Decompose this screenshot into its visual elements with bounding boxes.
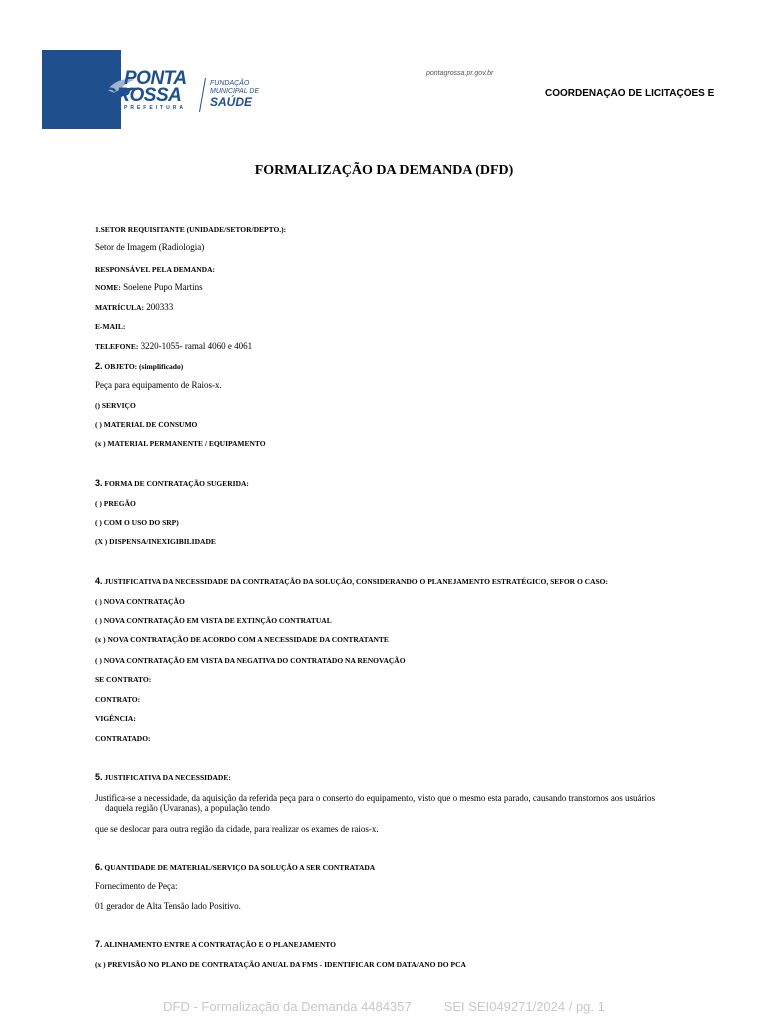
option-dispensa: (X ) DISPENSA/INEXIGIBILIDADE bbox=[95, 537, 216, 546]
section-6-number: 6. bbox=[95, 862, 103, 872]
quantity-value-1: Fornecimento de Peça: bbox=[95, 881, 178, 891]
option-permanent-equipment: (x ) MATERIAL PERMANENTE / EQUIPAMENTO bbox=[95, 439, 266, 448]
section-6-label: QUANTIDADE DE MATERIAL/SERVIÇO DA SOLUÇÃO A SER CONTRATADA bbox=[104, 863, 376, 872]
section-5-label: JUSTIFICATIVA DA NECESSIDADE: bbox=[104, 773, 231, 782]
contractor-label: CONTRATADO: bbox=[95, 734, 151, 743]
if-contract-label: SE CONTRATO: bbox=[95, 675, 152, 684]
responsible-label: RESPONSÁVEL PELA DEMANDA: bbox=[95, 265, 216, 274]
justification-line-2: daquela região (Uvaranas), a população tendo bbox=[105, 803, 270, 813]
logo-word-grossa: GROSSA bbox=[102, 85, 182, 106]
name-label: NOME: bbox=[95, 283, 121, 292]
section-4-label: JUSTIFICATIVA DA NECESSIDADE DA CONTRATAÇÃO DA SOLUÇÃO, CONSIDERANDO O PLANEJAMENTO ESTRATÉGICO, SEFOR O CASO: bbox=[104, 577, 609, 586]
section-3-label: FORMA DE CONTRATAÇÃO SUGERIDA: bbox=[104, 479, 249, 488]
justification-paragraph-2: que se deslocar para outra região da cidade, para realizar os exames de raios-x. bbox=[95, 824, 379, 834]
name-value: Soelene Pupo Martins bbox=[123, 282, 203, 292]
section-7-number: 7. bbox=[95, 939, 103, 949]
option-pca-forecast: (x ) PREVISÃO NO PLANO DE CONTRATAÇÃO ANUAL DA FMS - IDENTIFICAR COM DATA/ANO DO PCA bbox=[95, 960, 466, 969]
foundation-logo bbox=[210, 80, 259, 109]
fund-line-3: SAÚDE bbox=[210, 95, 253, 109]
justification-line-1: Justifica-se a necessidade, da aquisição da referida peça para o conserto do equipamento, visto que o mesmo esta parado, causando transtornos aos usuários bbox=[95, 793, 656, 803]
fund-line-1: FUNDAÇÃO bbox=[210, 80, 250, 87]
section-2-label: OBJETO: (simplificado) bbox=[104, 362, 184, 371]
section-1-value: Setor de Imagem (Radiologia) bbox=[95, 242, 205, 252]
option-need: (x ) NOVA CONTRATAÇÃO DE ACORDO COM A NECESSIDADE DA CONTRATANTE bbox=[95, 635, 389, 644]
section-3-heading bbox=[95, 478, 249, 488]
registration-line bbox=[95, 302, 173, 312]
website-url: pontagrossa.pr.gov.br bbox=[426, 70, 494, 77]
logo-prefeitura: PREFEITURA bbox=[124, 105, 186, 111]
section-4-heading bbox=[95, 576, 608, 586]
option-service: () SERVIÇO bbox=[95, 401, 136, 410]
section-1-label: 1.SETOR REQUISITANTE (UNIDADE/SETOR/DEPTO.): bbox=[95, 225, 287, 234]
option-renewal-refusal: ( ) NOVA CONTRATAÇÃO EM VISTA DA NEGATIVA DO CONTRATADO NA RENOVAÇÃO bbox=[95, 656, 406, 665]
phone-line bbox=[95, 341, 252, 351]
name-line bbox=[95, 282, 203, 292]
justification-paragraph-1 bbox=[95, 793, 735, 813]
quantity-value-2: 01 gerador de Alta Tensão lado Positivo. bbox=[95, 901, 241, 911]
option-consumable: ( ) MATERIAL DE CONSUMO bbox=[95, 420, 198, 429]
email-label: E-MAIL: bbox=[95, 322, 126, 331]
footer-sei-ref: SEI SEI049271/2024 / pg. 1 bbox=[443, 999, 605, 1014]
section-2-value: Peça para equipamento de Raios-x. bbox=[95, 380, 222, 390]
contract-label: CONTRATO: bbox=[95, 695, 141, 704]
section-7-label: ALINHAMENTO ENTRE A CONTRATAÇÃO E O PLANEJAMENTO bbox=[103, 940, 336, 949]
city-logo bbox=[102, 70, 212, 111]
section-5-number: 5. bbox=[95, 772, 103, 782]
logo-word-ponta: PONTA bbox=[124, 68, 187, 89]
phone-label: TELEFONE: bbox=[95, 342, 139, 351]
registration-value: 200333 bbox=[146, 302, 174, 312]
coordination-header: COORDENAÇÃO DE LICITAÇÕES E bbox=[545, 88, 715, 99]
section-2-number: 2. bbox=[95, 361, 103, 371]
section-5-heading bbox=[95, 772, 231, 782]
section-2-heading bbox=[95, 361, 183, 371]
validity-label: VIGÊNCIA: bbox=[95, 714, 136, 723]
option-new-contract: ( ) NOVA CONTRATAÇÃO bbox=[95, 597, 185, 606]
section-7-heading bbox=[95, 939, 336, 949]
phone-value: 3220-1055- ramal 4060 e 4061 bbox=[140, 341, 253, 351]
section-3-number: 3. bbox=[95, 478, 103, 488]
section-4-number: 4. bbox=[95, 576, 103, 586]
fund-line-2: MUNICIPAL DE bbox=[210, 88, 260, 95]
option-srp: ( ) COM O USO DO SRP) bbox=[95, 518, 179, 527]
document-title: FORMALIZAÇÃO DA DEMANDA (DFD) bbox=[254, 163, 514, 178]
section-6-heading bbox=[95, 862, 375, 872]
registration-label: MATRÍCULA: bbox=[95, 303, 145, 312]
option-extinction: ( ) NOVA CONTRATAÇÃO EM VISTA DE EXTINÇÃO CONTRATUAL bbox=[95, 616, 332, 625]
footer-document-ref: DFD - Formalização da Demanda 4484357 bbox=[163, 999, 412, 1014]
page-footer bbox=[0, 999, 768, 1014]
option-pregao: ( ) PREGÃO bbox=[95, 499, 136, 508]
